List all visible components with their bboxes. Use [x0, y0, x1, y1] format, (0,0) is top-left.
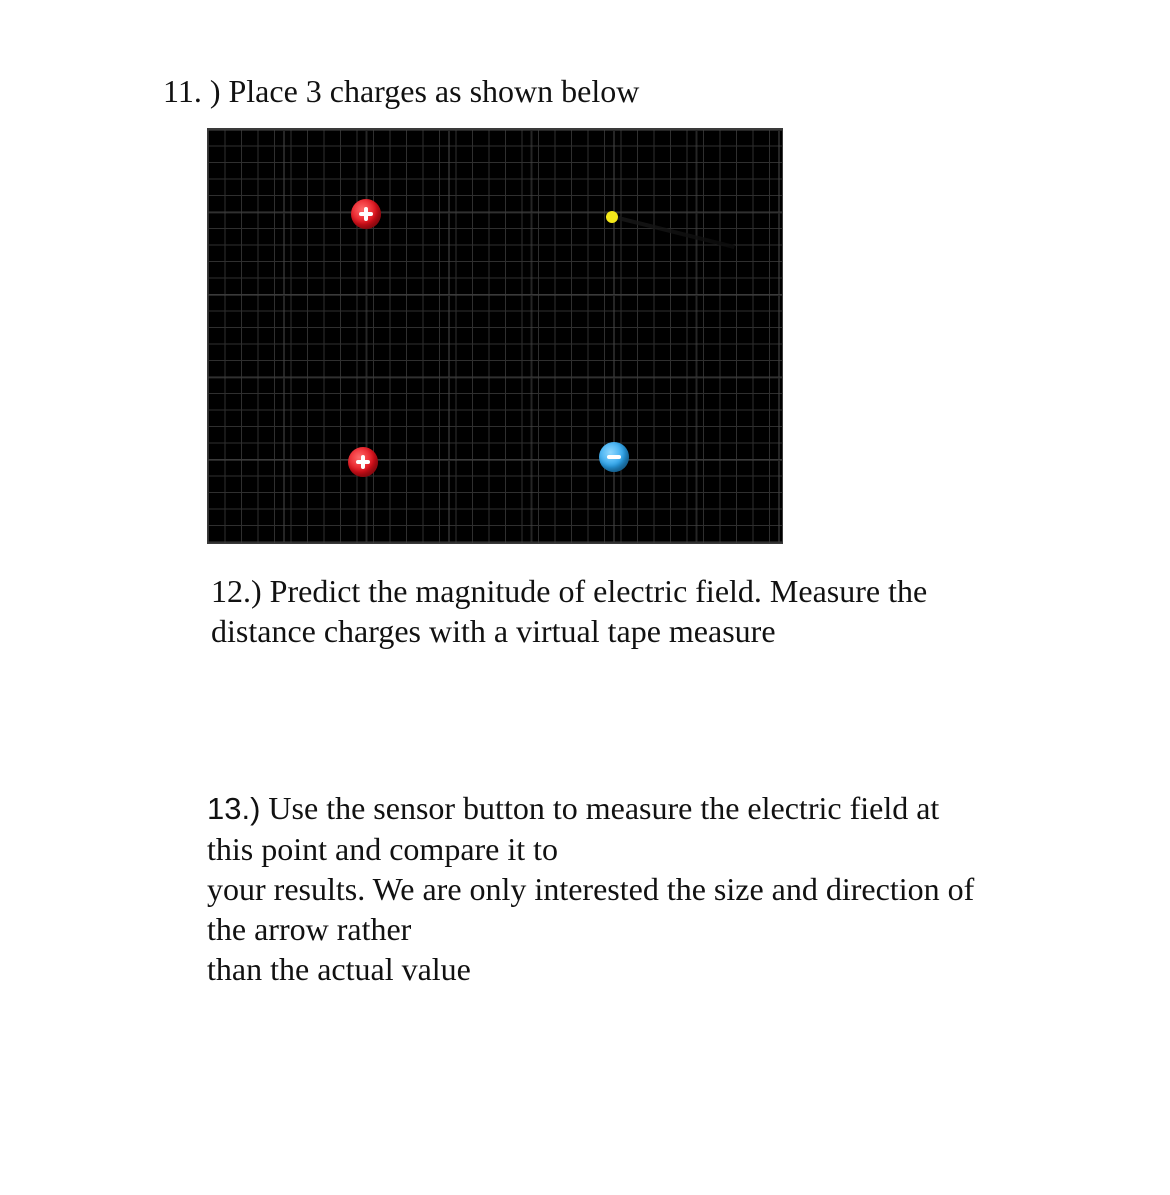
sensor-dot[interactable]	[606, 211, 618, 223]
charges-simulation-canvas[interactable]	[207, 128, 783, 544]
positive-charge-bottom-left[interactable]	[348, 447, 378, 477]
question-12	[211, 571, 927, 651]
negative-charge-bottom-right[interactable]	[599, 442, 629, 472]
plus-icon-v	[364, 207, 368, 221]
question-12-line-1: 12.) Predict the magnitude of electric field. Measure the	[211, 573, 928, 609]
plus-icon-v	[361, 455, 365, 469]
question-13-number: 13.)	[207, 791, 261, 826]
minus-icon	[607, 455, 621, 459]
question-12-line-2: distance charges with a virtual tape measure	[211, 613, 776, 649]
positive-charge-top-left[interactable]	[351, 199, 381, 229]
field-arrow	[618, 216, 735, 249]
question-13	[207, 788, 974, 989]
question-13-line-4: the arrow rather	[207, 911, 412, 947]
question-13-line-1-text: Use the sensor button to measure the electric field at	[260, 790, 940, 826]
question-13-line-5: than the actual value	[207, 951, 471, 987]
question-13-line-3: your results. We are only interested the size and direction of	[207, 871, 975, 907]
question-13-line-2: this point and compare it to	[207, 831, 559, 867]
question-13-line-1	[207, 788, 974, 829]
question-11: 11. ) Place 3 charges as shown below	[163, 73, 640, 109]
